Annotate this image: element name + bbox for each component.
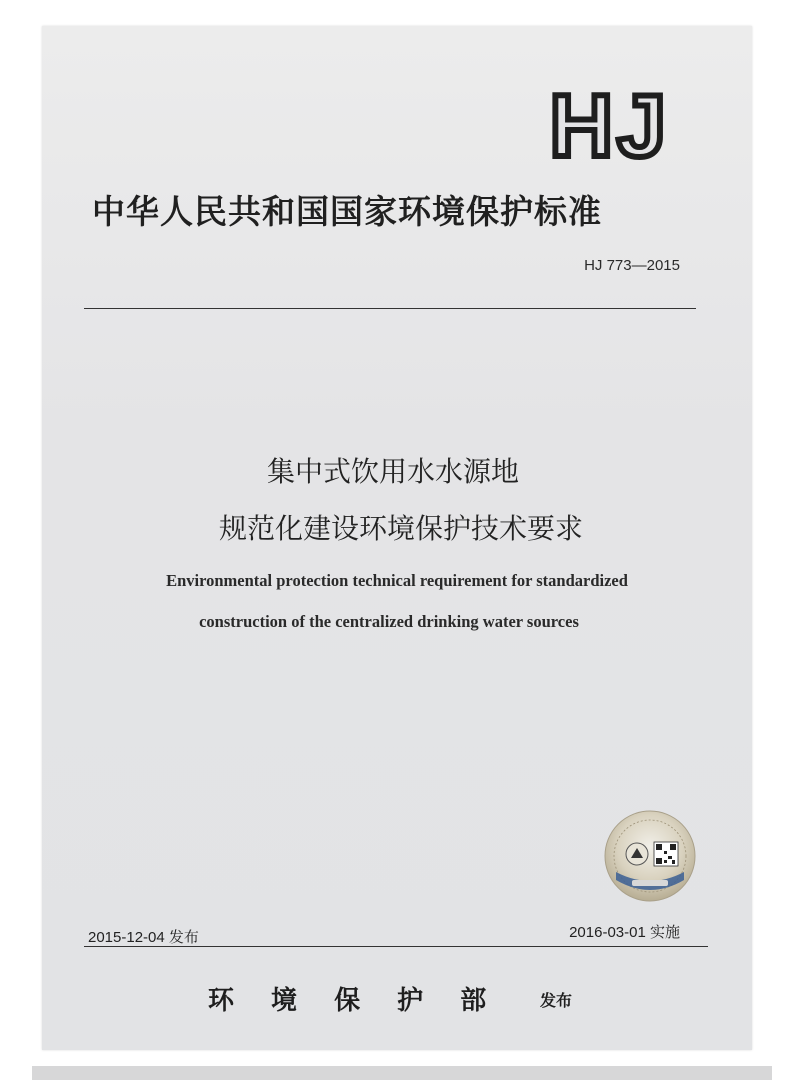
publish-label: 发布 — [540, 991, 573, 1010]
english-title-line-1: Environmental protection technical requirement for standardized — [166, 571, 628, 590]
bottom-divider — [84, 946, 708, 947]
standard-category-title: 中华人民共和国国家环境保护标准 — [92, 192, 602, 231]
chinese-title-line-2: 规范化建设环境保护技术要求 — [218, 512, 583, 545]
next-page-edge — [32, 1066, 772, 1080]
publisher-name: 环 境 保 护 部 — [208, 986, 501, 1016]
english-title-line-2: construction of the centralized drinking water sources — [199, 612, 579, 631]
standard-mark-logo: HJ — [549, 76, 670, 175]
issue-date: 2015-12-04 发布 — [88, 929, 199, 946]
hologram-seal-icon — [604, 810, 696, 902]
standard-number: HJ 773—2015 — [584, 257, 680, 274]
implementation-date: 2016-03-01 实施 — [569, 924, 680, 941]
chinese-title-line-1: 集中式饮用水水源地 — [266, 455, 519, 488]
top-divider — [84, 308, 696, 309]
standard-cover-page — [42, 26, 752, 1050]
